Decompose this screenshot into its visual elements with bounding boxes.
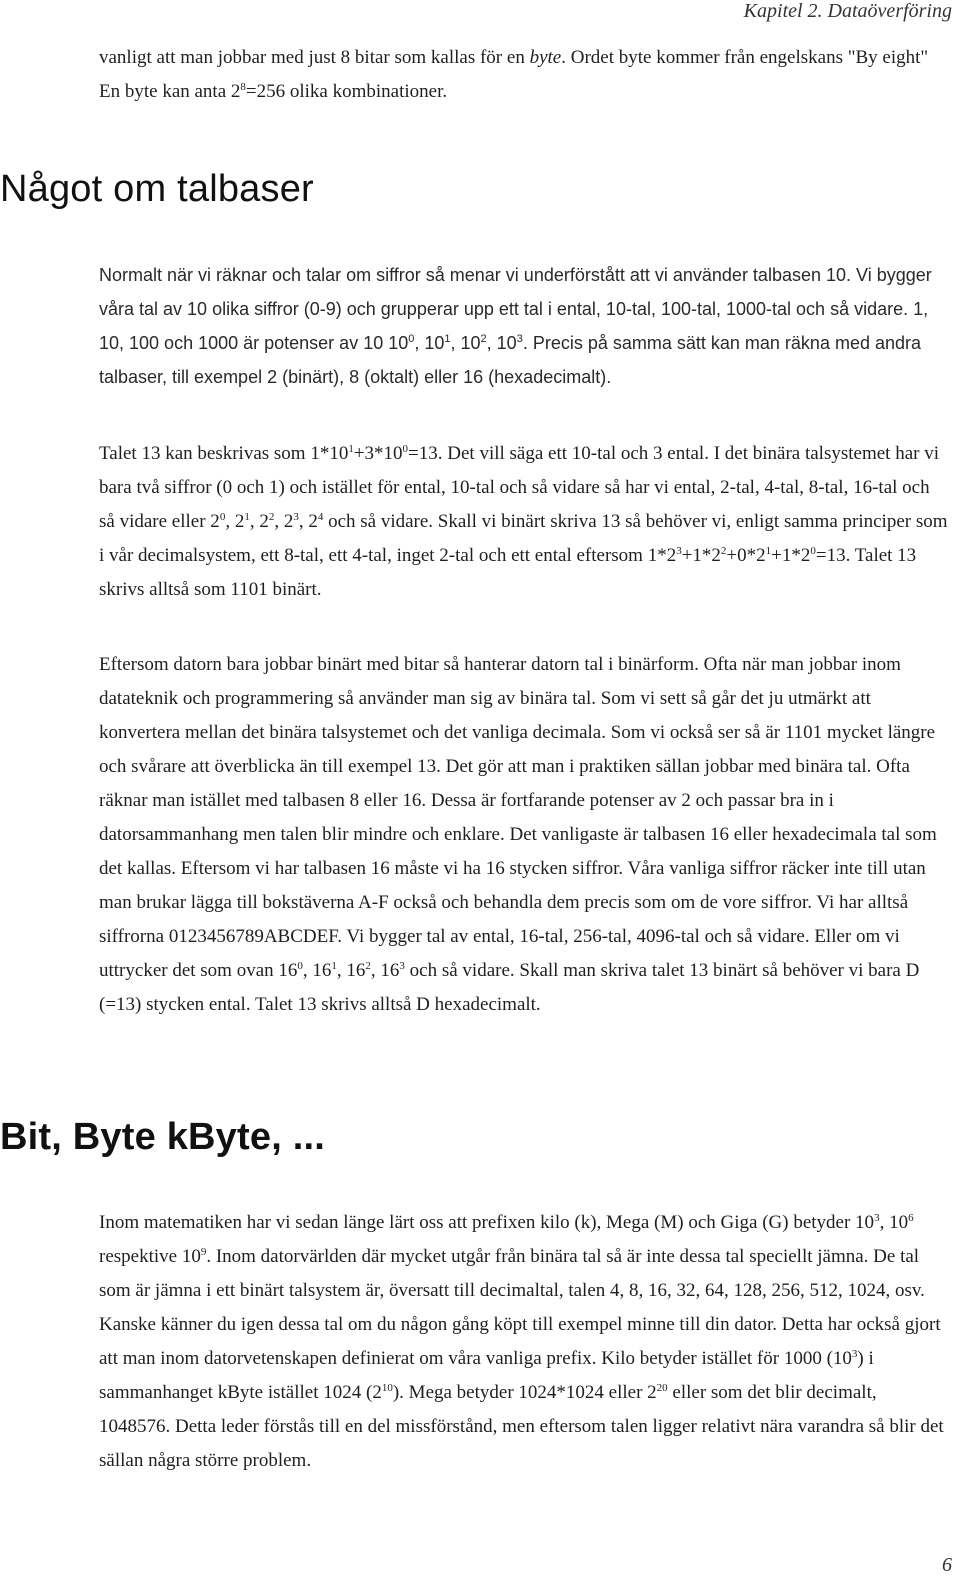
exponent: 20: [656, 1382, 668, 1394]
exponent: 3: [399, 960, 405, 972]
exponent: 1: [765, 545, 772, 557]
chapter-header: Kapitel 2. Dataöverföring: [743, 0, 952, 22]
byte-term: byte: [529, 47, 562, 68]
intro-paragraph: [99, 41, 949, 109]
text: Eftersom datorn bara jobbar binärt med bitar så hanterar datorn tal i binärform. Ofta när man jobbar inom datateknik och programmering så använder man sig av binära tal. Som vi sett så går det ju utmärkt att konvertera mellan det binära talsystemet och det vanliga decimala. Som vi också ser så är 1101 mycket längre och svårare att överblicka än till exempel 13. Det gör att man i praktiken sällan jobbar med binära tal. Ofta räknar man istället med talbasen 8 eller 16. Dessa är fortfarande potenser av 2 och passar bra in i datorsammanhang men talen blir mindre och enklare. Det vanligaste är talbasen 16 eller hexadecimala tal som det kallas. Eftersom vi har talbasen 16 måste vi ha 16 stycken siffror. Våra vanliga siffror räcker inte till utan man brukar lägga till bokstäverna A-F också och behandla dem precis som om de vore siffror. Vi har alltså siffrorna 0123456789ABCDEF. Vi bygger tal av ental, 16-tal, 256-tal, 4096-tal och så vidare. Eller om vi uttrycker det som ovan 16: [99, 654, 937, 981]
exponent: 4: [317, 511, 324, 523]
text: ). Mega betyder 1024*1024 eller 2: [392, 1382, 657, 1403]
exponent: 10: [381, 1382, 393, 1394]
text: , 10: [414, 333, 445, 353]
exponent: 0: [219, 511, 226, 523]
text: . Precis på samma sätt kan man räkna med andra talbaser, till exempel 2 (binärt), 8 (oktalt) eller 16 (hexadecimalt).: [99, 333, 922, 387]
exponent: 2: [268, 511, 275, 523]
exponent: 2: [720, 545, 727, 557]
text: , 10: [450, 333, 481, 353]
exponent: 2: [365, 960, 371, 972]
section-heading-talbaser: Något om talbaser: [0, 168, 314, 210]
text: . Inom datorvärlden där mycket utgår från binära tal så är inte dessa tal speciellt jämna. De tal som är jämna i ett binärt talsystem är, översatt till decimaltal, talen 4, 8, 16, 32, 64, 128, 256, 512, 1024, osv. Kanske känner du igen dessa tal om du någon gång köpt till exempel minne till din dator. Detta har också gjort att man inom datorvetenskapen definierat om våra vanliga prefix. Kilo betyder istället för 1000 (10: [99, 1246, 941, 1369]
text: , 2: [249, 511, 269, 532]
text: respektive 10: [99, 1246, 201, 1267]
exponent: 3: [516, 333, 523, 345]
page-number: 6: [942, 1554, 952, 1576]
talbaser-paragraph-2: [99, 437, 949, 607]
exponent: 1: [348, 443, 354, 455]
exponent: 8: [240, 81, 246, 93]
exponent: 0: [402, 443, 409, 455]
text: , 2: [298, 511, 318, 532]
exponent: 0: [810, 545, 816, 557]
exponent: 1: [244, 511, 250, 523]
text: eller som det blir decimalt, 1048576. Detta leder förstås till en del missförstånd, men eftersom talen ligger relativt nära varandra så blir det sällan några större problem.: [99, 1382, 944, 1471]
exponent: 1: [444, 333, 451, 345]
exponent: 2: [480, 333, 487, 345]
section-heading-bit-byte: Bit, Byte kByte, ...: [0, 1116, 325, 1158]
text: , 2: [225, 511, 245, 532]
exponent: 0: [297, 960, 303, 972]
text: , 10: [879, 1212, 909, 1233]
text: Normalt när vi räknar och talar om siffror så menar vi underförstått att vi använder talbasen 10. Vi bygger våra tal av 10 olika siffror (0-9) och grupperar upp ett tal i ental, 10-tal, 100-tal, 1000-tal och så vidare. 1, 10, 100 och 1000 är potenser av 10 10: [99, 265, 932, 353]
talbaser-paragraph-3: [99, 648, 949, 1022]
text: , 16: [336, 960, 366, 981]
exponent: 1: [331, 960, 337, 972]
text: +0*2: [726, 545, 766, 566]
exponent: 3: [293, 511, 299, 523]
text: och så vidare. Skall vi binärt skriva 13 så behöver vi, enligt samma principer som i vår decimalsystem, ett 8-tal, ett 4-tal, inget 2-tal och ett ental eftersom 1*2: [99, 511, 948, 566]
talbaser-paragraph-1: [99, 258, 949, 394]
exponent: 3: [676, 545, 682, 557]
exponent: 3: [874, 1212, 880, 1224]
text: , 16: [370, 960, 400, 981]
bit-byte-paragraph: [99, 1206, 949, 1478]
exponent: 0: [408, 333, 415, 345]
text: , 10: [486, 333, 517, 353]
text: ) i sammanhanget kByte istället 1024 (2: [99, 1348, 874, 1403]
exponent: 9: [200, 1246, 207, 1258]
text: +1*2: [681, 545, 721, 566]
text: =13. Talet 13 skrivs alltså som 1101 binärt.: [99, 545, 917, 600]
text: Inom matematiken har vi sedan länge lärt oss att prefixen kilo (k), Mega (M) och Giga (G) betyder 10: [99, 1212, 875, 1233]
text: , 16: [302, 960, 332, 981]
exponent: 6: [908, 1212, 914, 1224]
text: =13. Det vill säga ett 10-tal och 3 ental. I det binära talsystemet har vi bara två siffror (0 och 1) och istället för ental, 10-tal och så vidare så har vi ental, 2-tal, 4-tal, 8-tal, 16-tal och så vidare eller 2: [99, 443, 939, 532]
text: +3*10: [353, 443, 403, 464]
intro-text: . Ordet byte kommer från engelskans "By eight" En byte kan anta 2: [99, 47, 929, 102]
text: , 2: [274, 511, 294, 532]
exponent: 3: [851, 1348, 858, 1360]
text: och så vidare. Skall man skriva talet 13 binärt så behöver vi bara D (=13) stycken ental. Talet 13 skrivs alltså D hexadecimalt.: [99, 960, 920, 1015]
intro-text: vanligt att man jobbar med just 8 bitar som kallas för en: [99, 47, 530, 68]
intro-text: =256 olika kombinationer.: [245, 81, 448, 102]
text: +1*2: [771, 545, 811, 566]
text: Talet 13 kan beskrivas som 1*10: [99, 443, 349, 464]
